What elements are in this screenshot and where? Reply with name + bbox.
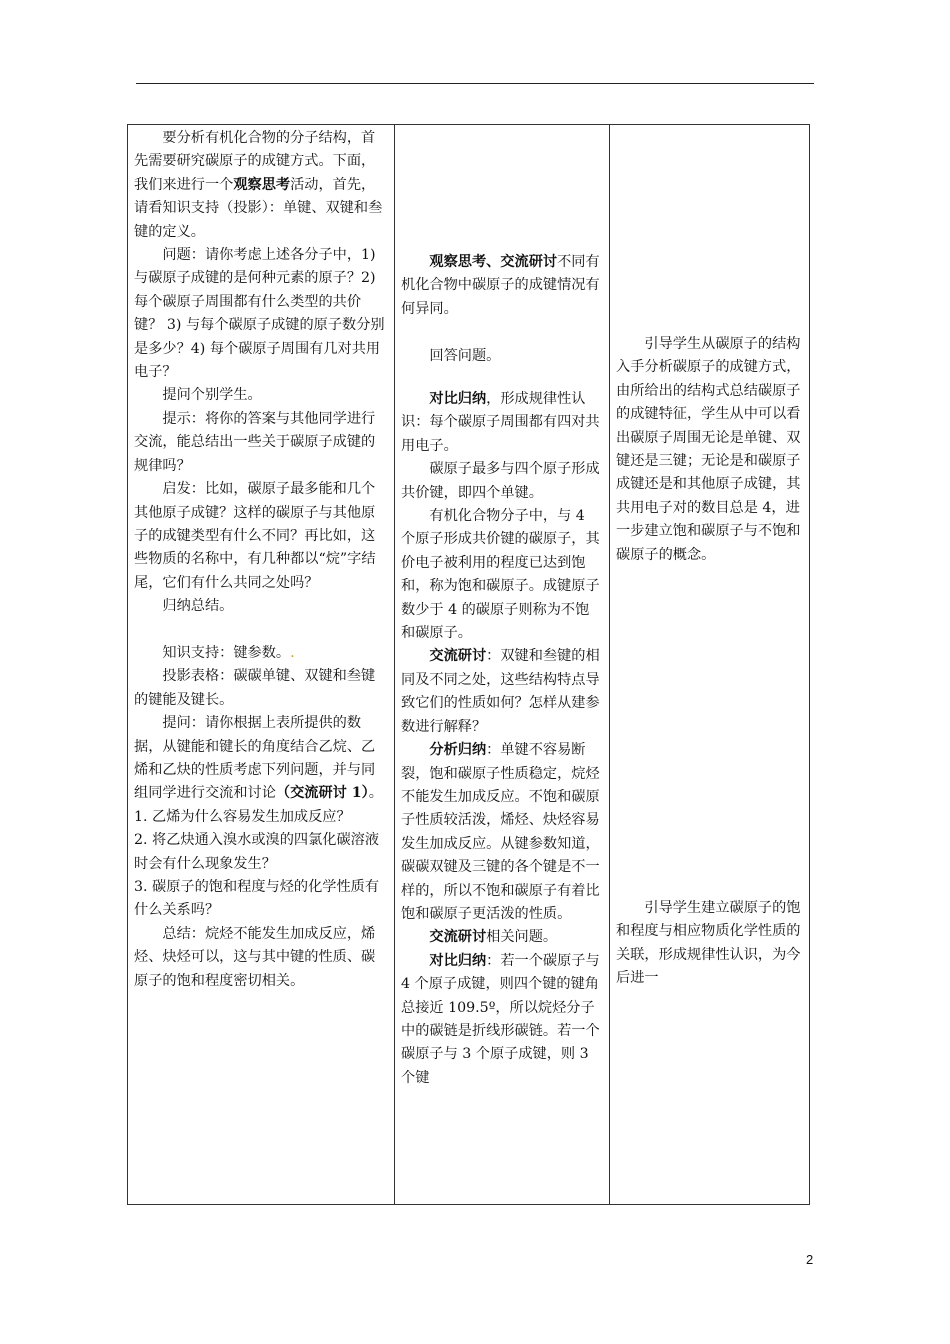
paragraph-analysis-summary: 分析归纳：单键不容易断裂，饱和碳原子性质稳定，烷烃不能发生加成反应。不饱和碳原子性质较活泼，烯烃、炔烃容易发生加成反应。从键参数知道，碳碳双键及三键的各个键是不一样的，所以不饱和碳原子有着比饱和碳原子更活泼的性质。 bbox=[401, 742, 600, 922]
paragraph-inspiration: 启发：比如，碳原子最多能和几个其他原子成键？这样的碳原子与其他原子的成键类型有什么不同？再比如，这些物质的名称中，有几种都以“烷”字结尾，它们有什么共同之处吗？ bbox=[134, 481, 376, 591]
paragraph-related-questions: 交流研讨相关问题。 bbox=[429, 929, 558, 946]
paragraph-summary-prompt: 归纳总结。 bbox=[162, 598, 234, 615]
paragraph-answer: 回答问题。 bbox=[429, 347, 501, 364]
paragraph-observe-discuss: 观察思考、交流研讨不同有机化合物中碳原子的成键情况有何异同。 bbox=[401, 254, 600, 317]
header-rule bbox=[136, 83, 814, 84]
paragraph-saturated-carbon: 有机化合物分子中，与 4 个原子形成共价键的碳原子，其价电子被利用的程度已达到饱和，称为饱和碳原子。成键原子数少于 4 的碳原子则称为不饱和碳原子。 bbox=[401, 508, 600, 642]
paragraph-exchange-discussion: 交流研讨：双键和叁键的相同及不同之处，这些结构特点导致它们的性质如何？怎样从建参数进行解释？ bbox=[401, 648, 600, 735]
paragraph-ask-student: 提问个别学生。 bbox=[162, 387, 262, 404]
teacher-activity-column bbox=[128, 125, 395, 1205]
page-number: 2 bbox=[806, 1252, 814, 1267]
paragraph-compare-summarize: 对比归纳，形成规律性认识：每个碳原子周围都有四对共用电子。 bbox=[401, 391, 600, 454]
student-activity-column bbox=[395, 125, 610, 1205]
paragraph-four-bonds: 碳原子最多与四个原子形成共价键，即四个单键。 bbox=[401, 461, 600, 501]
paragraph-projection-table: 投影表格：碳碳单键、双键和叁键的键能及键长。 bbox=[134, 668, 376, 708]
paragraph-knowledge-support: 知识支持：键参数。. bbox=[162, 644, 295, 661]
paragraph-conclusion: 总结：烷烃不能发生加成反应，烯烃、炔烃可以，这与其中键的性质、碳原子的饱和程度密切相关。 bbox=[134, 925, 376, 989]
paragraph-discussion-prompt: 提问：请你根据上表所提供的数据，从键能和键长的角度结合乙烷、乙烯和乙炔的性质考虑下列问题，并与同组同学进行交流和讨论（交流研讨 1）。 bbox=[134, 715, 383, 802]
question-1: 1. 乙烯为什么容易发生加成反应？ bbox=[134, 808, 351, 825]
question-3: 3. 碳原子的饱和程度与烃的化学性质有什么关系吗？ bbox=[134, 878, 380, 919]
question-2: 2. 将乙炔通入溴水或溴的四氯化碳溶液时会有什么现象发生？ bbox=[134, 832, 380, 872]
paragraph-bond-angle: 对比归纳：若一个碳原子与 4 个原子成键，则四个键的键角总接近 109.5º，所以烷烃分子中的碳链是折线形碳链。若一个碳原子与 3 个原子成键，则 3 个键 bbox=[401, 952, 600, 1086]
paragraph-intro: 要分析有机化合物的分子结构，首先需要研究碳原子的成键方式。下面，我们来进行一个观察思考活动，首先，请看知识支持（投影）：单键、双键和叁键的定义。 bbox=[134, 130, 383, 240]
paragraph-hint: 提示：将你的答案与其他同学进行交流，能总结出一些关于碳原子成键的规律吗？ bbox=[134, 410, 376, 474]
paragraph-guide-bonding: 引导学生从碳原子的结构入手分析碳原子的成键方式，由所给出的结构式总结碳原子的成键特征，学生从中可以看出碳原子周围无论是单键、双键还是三键；无论是和碳原子成键还是和其他原子成键，其共用电子对的数目总是 4，进一步建立饱和碳原子与不饱和碳原子的概念。 bbox=[616, 336, 801, 563]
paragraph-guide-saturation: 引导学生建立碳原子的饱和程度与相应物质化学性质的关联，形成规律性认识，为今后进一 bbox=[616, 900, 801, 987]
design-intent-column bbox=[610, 125, 810, 1205]
lesson-plan-table bbox=[127, 124, 810, 1205]
table-row bbox=[128, 125, 810, 1205]
paragraph-question: 问题：请你考虑上述各分子中，1) 与碳原子成键的是何种元素的原子？2) 每个碳原子周围都有什么类型的共价键？ 3) 与每个碳原子成键的原子数分别是多少？4) 每个碳原子周围有几对共用电子？ bbox=[134, 247, 385, 381]
